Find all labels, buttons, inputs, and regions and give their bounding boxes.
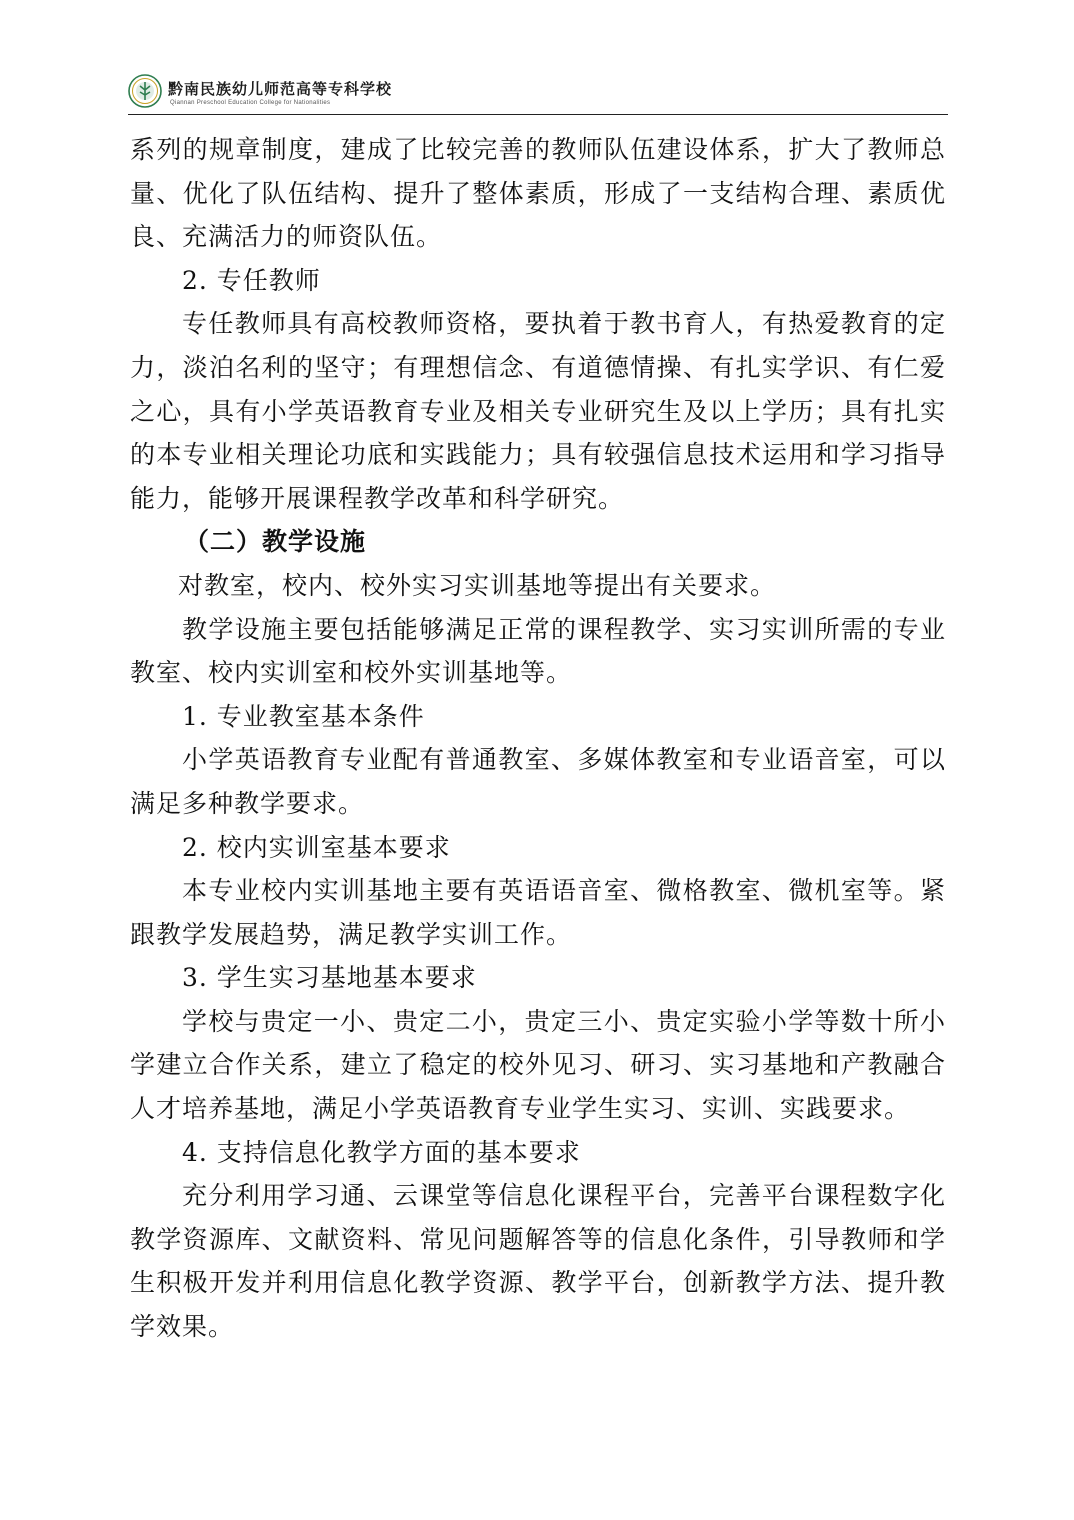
- paragraph: 教学设施主要包括能够满足正常的课程教学、实习实训所需的专业教室、校内实训室和校外实训基地等。: [130, 614, 946, 688]
- section-heading-bold: （二）教学设施: [184, 527, 367, 557]
- paragraph: 本专业校内实训基地主要有英语语音室、微格教室、微机室等。紧跟教学发展趋势，满足教学实训工作。: [130, 876, 946, 949]
- section-heading: 3. 学生实习基地基本要求: [182, 963, 477, 993]
- paragraph: 充分利用学习通、云课堂等信息化课程平台，完善平台课程数字化教学资源库、文献资料、常见问题解答等的信息化条件，引导教师和学生积极开发并利用信息化教学资源、教学平台，创新教学方法、提升教学效果。: [130, 1181, 946, 1342]
- paragraph: 小学英语教育专业配有普通教室、多媒体教室和专业语音室，可以满足多种教学要求。: [130, 745, 946, 818]
- section-heading: 4. 支持信息化教学方面的基本要求: [182, 1137, 581, 1167]
- page-header: [128, 72, 948, 116]
- paragraph: 学校与贵定一小、贵定二小，贵定三小、贵定实验小学等数十所小学建立合作关系，建立了稳定的校外见习、研习、实习基地和产教融合人才培养基地，满足小学英语教育专业学生实习、实训、实践要求。: [130, 1006, 946, 1124]
- paragraph: 对教室，校内、校外实习实训基地等提出有关要求。: [178, 570, 777, 600]
- paragraph: 专任教师具有高校教师资格，要执着于教书育人，有热爱教育的定力，淡泊名利的坚守；有理想信念、有道德情操、有扎实学识、有仁爱之心，具有小学英语教育专业及相关专业研究生及以上学历；具有扎实的本专业相关理论功底和实践能力；具有较强信息技术运用和学习指导能力，能够开展课程教学改革和科学研究。: [130, 309, 946, 513]
- document-body: [130, 128, 946, 1349]
- school-logo-icon: [128, 74, 162, 108]
- school-name-english: Qiannan Preschool Education College for Nationalities: [170, 100, 331, 106]
- section-heading: 2. 专任教师: [182, 265, 321, 295]
- paragraph: 系列的规章制度，建成了比较完善的教师队伍建设体系，扩大了教师总量、优化了队伍结构、提升了整体素质，形成了一支结构合理、素质优良、充满活力的师资队伍。: [130, 135, 946, 252]
- school-name: 黔南民族幼儿师范高等专科学校: [168, 80, 393, 98]
- section-heading: 2. 校内实训室基本要求: [182, 832, 451, 862]
- section-heading: 1. 专业教室基本条件: [182, 701, 425, 731]
- header-divider: [128, 114, 948, 115]
